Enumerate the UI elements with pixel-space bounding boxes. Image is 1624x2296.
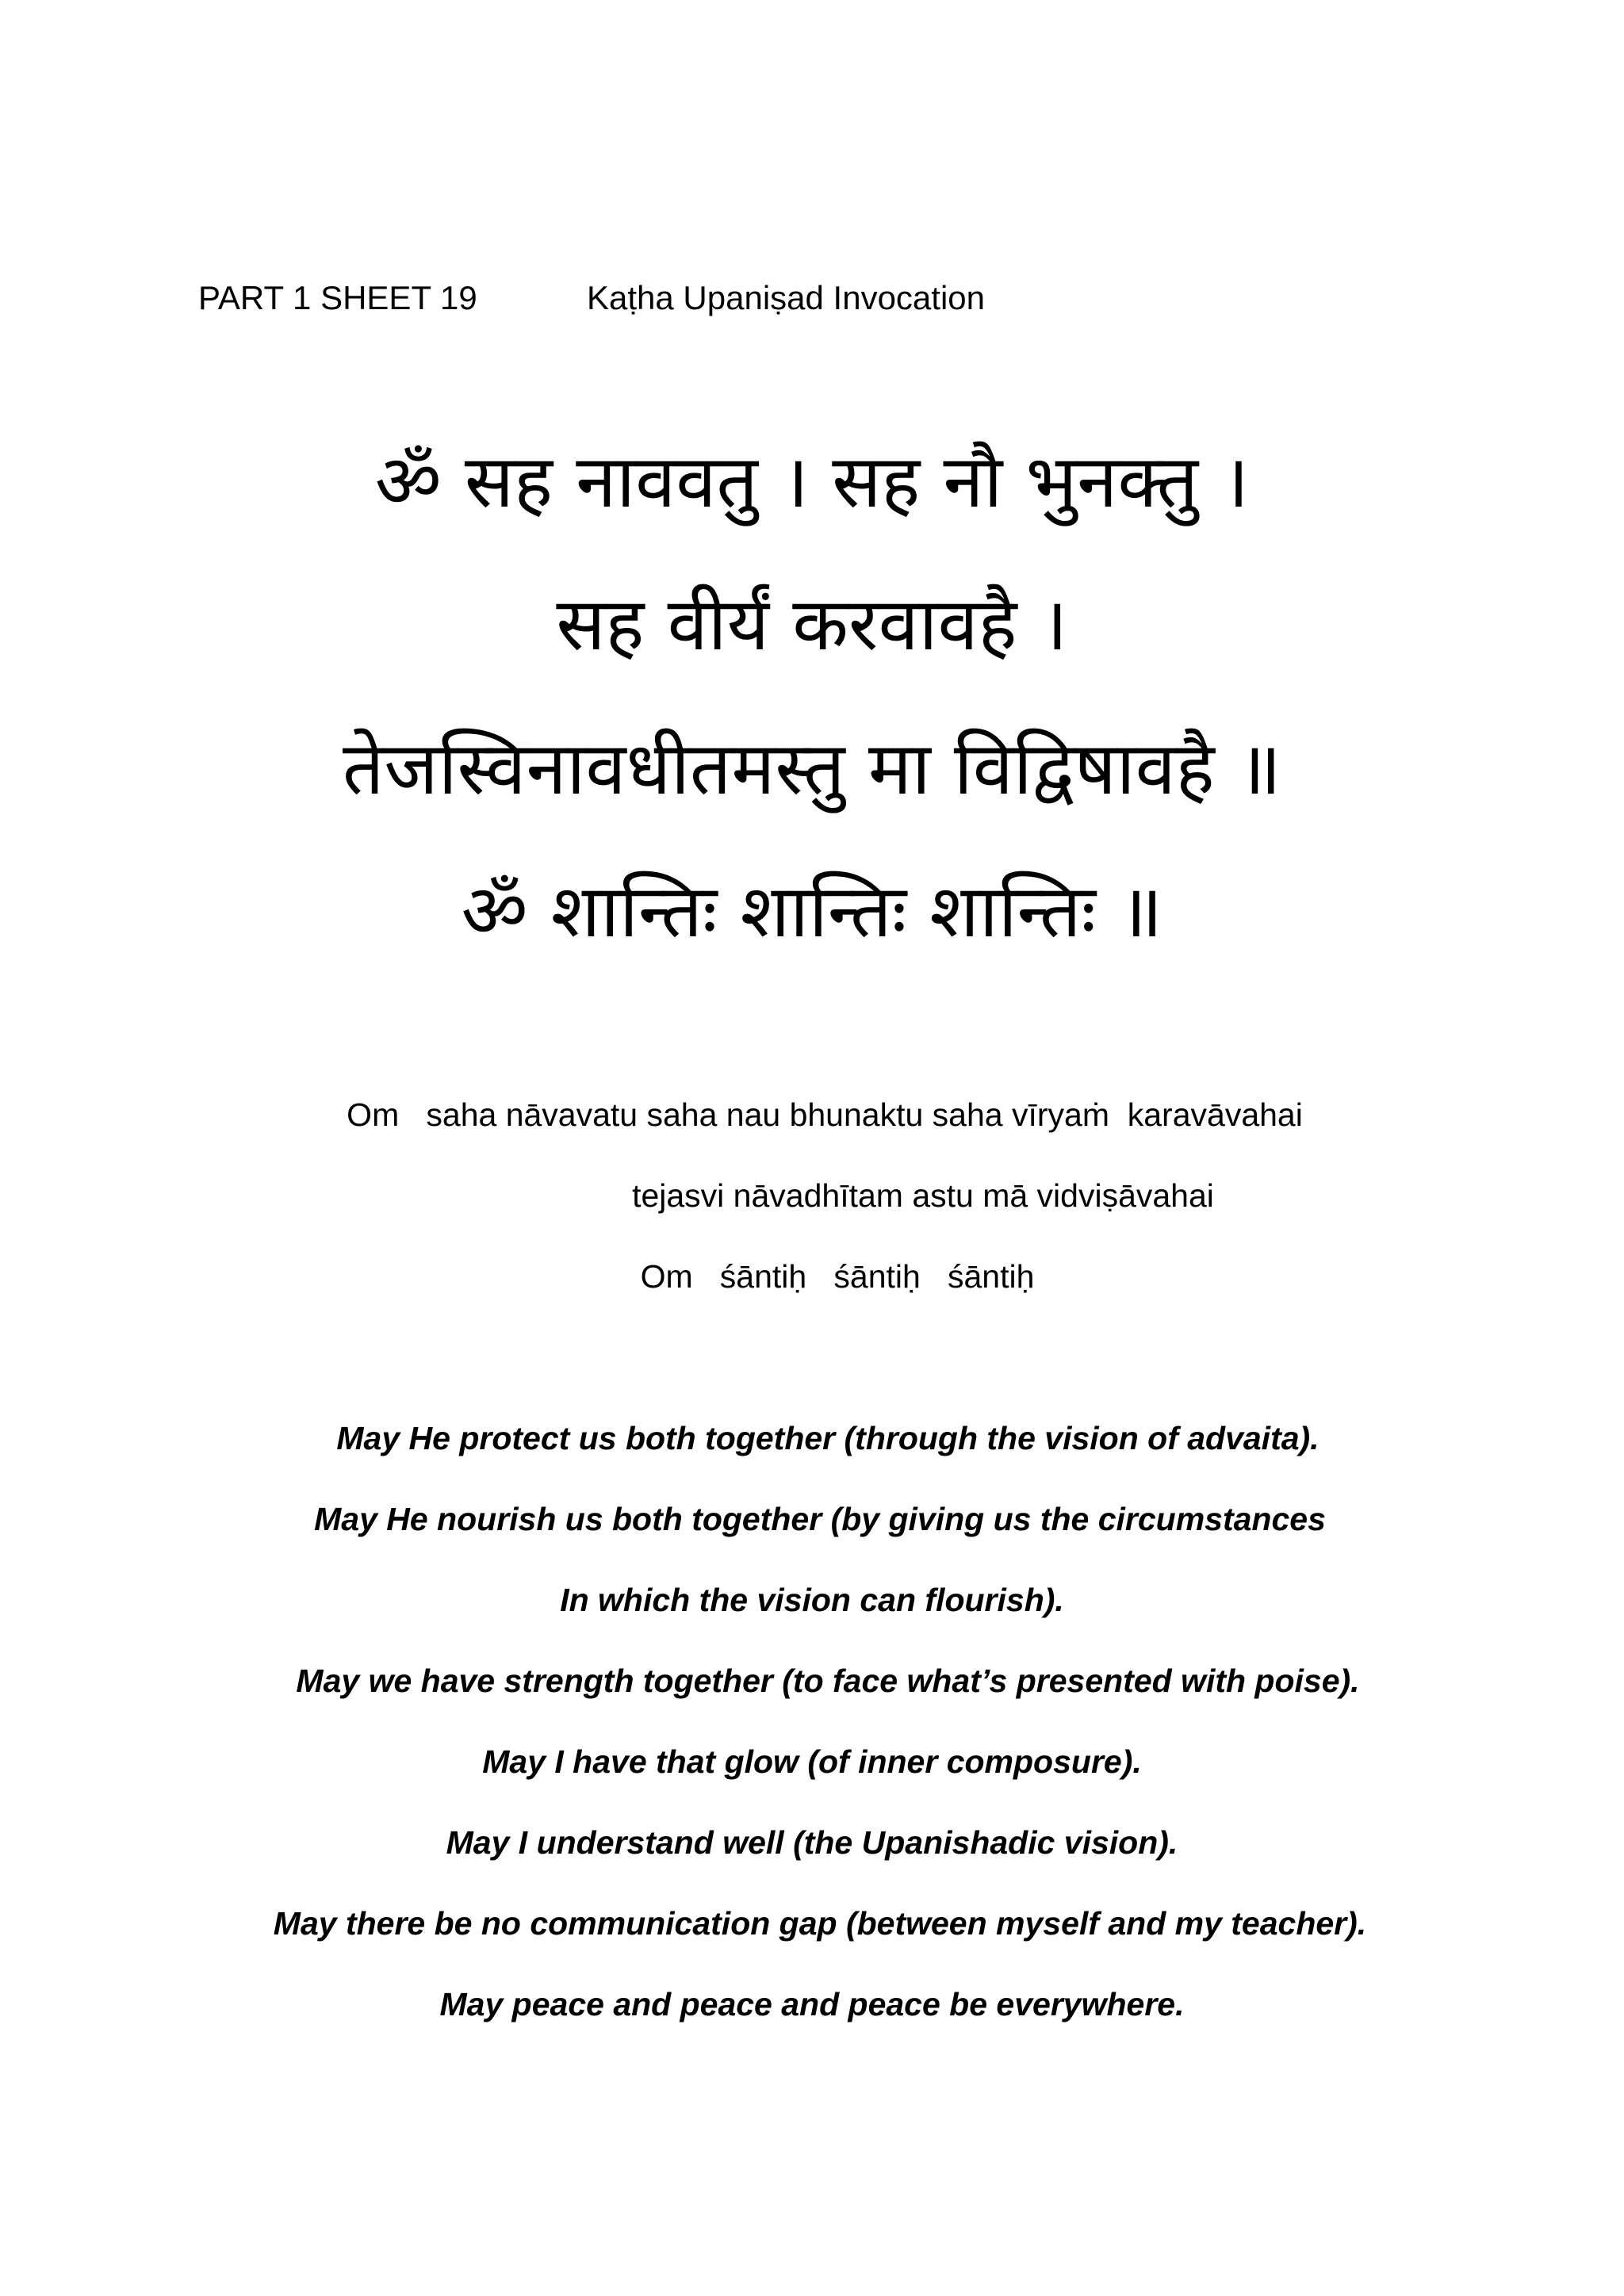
transliteration-line: Om śāntiḥ śāntiḥ śāntiḥ xyxy=(640,1258,1035,1295)
translation-line: May we have strength together (to face what’s presented with poise). xyxy=(296,1663,1360,1699)
translation-line: May I understand well (the Upanishadic vision). xyxy=(446,1824,1178,1861)
translation-line: May there be no communication gap (between myself and my teacher). xyxy=(273,1905,1367,1942)
sheet-label: PART 1 SHEET 19 xyxy=(198,279,477,316)
sanskrit-verse-line: तेजस्विनावधीतमस्तु मा विद्विषावहै ॥ xyxy=(342,726,1281,811)
transliteration-line: tejasvi nāvadhītam astu mā vidviṣāvahai xyxy=(632,1177,1214,1214)
page-title: Kaṭha Upaniṣad Invocation xyxy=(587,279,986,316)
translation-line: May peace and peace and peace be everywhere. xyxy=(439,1986,1185,2022)
translation-line: May I have that glow (of inner composure). xyxy=(482,1743,1142,1780)
translation-line: May He nourish us both together (by giving us the circumstances xyxy=(314,1501,1326,1537)
sanskrit-verse-line: ॐ शान्तिः शान्तिः शान्तिः ॥ xyxy=(461,869,1163,954)
page-header xyxy=(198,274,1467,322)
sanskrit-verse-line: सह वीर्यं करवावहै । xyxy=(556,582,1068,667)
translation-line: May He protect us both together (through the vision of advaita). xyxy=(336,1420,1320,1456)
sanskrit-verse-line: ॐ सह नाववतु । सह नौ भुनक्तु । xyxy=(374,439,1250,524)
transliteration-line: Om saha nāvavatu saha nau bhunaktu saha vīryaṁ karavāvahai xyxy=(347,1096,1303,1133)
translation-line: In which the vision can flourish). xyxy=(560,1582,1064,1618)
